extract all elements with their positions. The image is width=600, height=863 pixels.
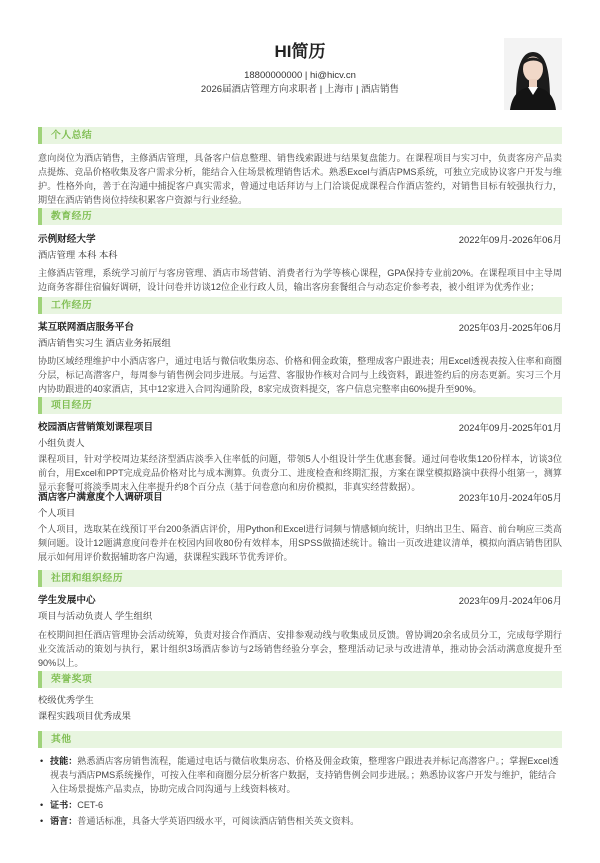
education-section [38,233,562,294]
section-title: 项目经历 [51,400,93,411]
item-key: 证书： [50,800,78,810]
item-text: 普通话标准，具备大学英语四级水平，可阅读酒店销售相关英文资料。 [77,816,360,826]
project-item [38,491,562,564]
summary-text: 意向岗位为酒店销售，主修酒店管理，具备客户信息整理、销售线索跟进与结果复盘能力。在课程项目与实习中，负责客房产品卖点提炼、竞品价格收集及客户需求分析，能结合入住场景梳理销售话术。熟悉Excel与酒店PMS系统，可独立完成协议客户开发与维护。性格外向，善于在沟通中捕捉客户真实需求，曾通过电话拜访与上门洽谈促成课程合作酒店签约，对销售目标有较强执行力，期望在酒店销售岗位持续积累客户资源与行业经验。 [38,153,562,205]
bullet-icon: • [40,800,44,810]
club-row [38,594,562,608]
section-header-projects [38,397,562,414]
clubs-section [38,594,562,670]
section-title: 荣誉奖项 [51,674,93,685]
section-accent [38,397,42,414]
resume-header [0,0,600,114]
project-name: 酒店客户满意度个人调研项目 [38,492,163,503]
section-accent [38,127,42,144]
work-dates: 2025年03月-2025年06月 [458,322,562,333]
work-row [38,321,562,335]
list-item [38,754,562,796]
education-text: 主修酒店管理，系统学习前厅与客房管理、酒店市场营销、消费者行为学等核心课程，GPA保持专业前20%。在课程项目中主导周边商务客群住宿偏好调研，设计问卷并访谈12位企业行政人员，输出客房套餐组合与动态定价参考表，被小组评为优秀作业； [38,268,562,292]
item-key: 语言： [50,816,78,826]
project-item [38,421,562,494]
section-accent [38,208,42,225]
work-role: 酒店销售实习生 酒店业务拓展组 [38,338,171,348]
section-title: 工作经历 [51,300,93,311]
section-title: 教育经历 [51,211,93,222]
project-dates: 2023年10月-2024年05月 [458,492,562,503]
club-role: 项目与活动负责人 学生组织 [38,611,153,621]
education-row [38,233,562,247]
section-header-awards [38,671,562,688]
award-item: 校级优秀学生 [38,695,94,705]
list-item [38,814,562,828]
section-header-others [38,731,562,748]
list-item [38,798,562,812]
section-accent [38,297,42,314]
section-accent [38,671,42,688]
bullet-icon: • [40,756,44,766]
project-role: 个人项目 [38,508,76,518]
others-section [38,754,562,830]
award-item: 课程实践项目优秀成果 [38,711,131,721]
section-title: 社团和组织经历 [51,573,124,584]
section-title: 其他 [51,734,72,745]
section-accent [38,731,42,748]
awards-section [38,694,562,726]
section-title: 个人总结 [51,130,93,141]
project-row [38,491,562,505]
org-name: 学生发展中心 [38,595,96,606]
education-major: 酒店管理 本科 本科 [38,250,118,260]
work-text: 协助区域经理维护中小酒店客户，通过电话与微信收集房态、价格和佣金政策，整理成客户跟进表；用Excel透视表按入住率和商圈分层，标记高潜客户，每周参与销售例会同步进展。与运营、客服协作核对合同与上线资料，跟进签约后的房态更新。实习三个月内协助跟进的40家酒店，其中12家进入合同沟通阶段，8家完成资料提交，客户信息完整率由60%提升至90%。 [38,356,562,394]
item-text: 熟悉酒店客房销售流程，能通过电话与微信收集房态、价格及佣金政策，整理客户跟进表并标记高潜客户。；掌握Excel透视表与酒店PMS系统操作，可按入住率和商圈分层分析客户数据，支持销售例会同步进展。；熟悉协议客户开发与维护，能结合入住场景提炼产品卖点，协助完成合同沟通与上线资料核对。 [50,756,559,794]
section-header-education [38,208,562,225]
club-text: 在校期间担任酒店管理协会活动统筹，负责对接合作酒店、安排参观动线与收集成员反馈。曾协调20余名成员分工，完成每学期行业交流活动的策划与执行，累计组织3场酒店参访与2场销售经验分享会，整理活动记录与改进清单，推动协会活动满意度提升至90%以上。 [38,630,562,668]
project-text: 课程项目，针对学校周边某经济型酒店淡季入住率低的问题，带领5人小组设计学生优惠套餐。通过问卷收集120份样本，访谈3位前台，用Excel和PPT完成竞品价格对比与成本测算。负责分工、进度检查和终期汇报，方案在课堂模拟路演中获得小组第一，测算显示套餐可将淡季周末入住率提升约8个百分点（基于问卷意向和房价模拟，非真实经营数据）。 [38,454,562,492]
project-role: 小组负责人 [38,438,85,448]
section-accent [38,570,42,587]
company-name: 某互联网酒店服务平台 [38,322,134,333]
school-name: 示例财经大学 [38,234,96,245]
item-key: 技能： [50,756,78,766]
club-dates: 2023年09月-2024年06月 [458,595,562,606]
item-text: CET-6 [77,800,104,810]
project-text: 个人项目，选取某在线预订平台200条酒店评价，用Python和Excel进行词频与情感倾向统计，归纳出卫生、隔音、前台响应三类高频问题。设计12题满意度问卷并在校园内回收80份有效样本，用SPSS做描述统计。输出一页改进建议清单，模拟向酒店销售团队展示如何用评价数据辅助客户沟通，获课程实践环节优秀评价。 [38,524,562,562]
bullet-icon: • [40,816,44,826]
others-list [38,754,562,828]
resume-name: HI简历 [274,42,326,61]
project-row [38,421,562,435]
profile-photo-icon [504,38,562,110]
project-name: 校园酒店营销策划课程项目 [38,422,154,433]
work-section [38,321,562,396]
section-header-summary [38,127,562,144]
contact-info: 18800000000 | hi@hicv.cn [244,70,356,81]
education-dates: 2022年09月-2026年06月 [458,234,562,245]
section-header-work [38,297,562,314]
project-dates: 2024年09月-2025年01月 [458,422,562,433]
job-target: 2026届酒店管理方向求职者 | 上海市 | 酒店销售 [200,84,400,95]
summary-section [38,151,562,207]
avatar [504,38,562,110]
section-header-clubs [38,570,562,587]
